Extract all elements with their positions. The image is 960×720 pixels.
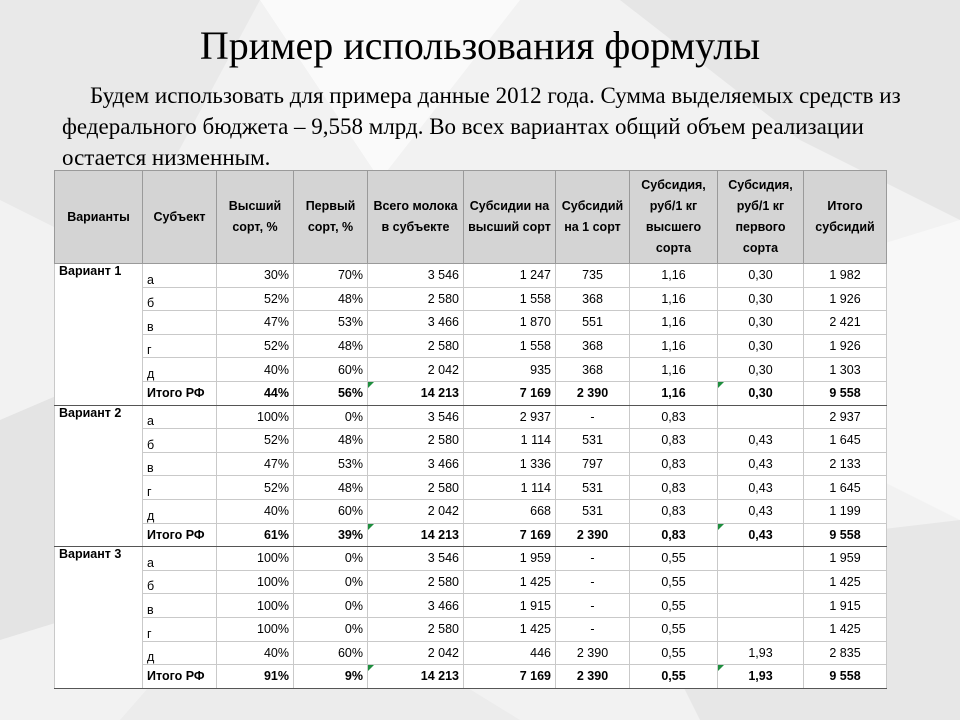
cell-total-milk: 3 546 xyxy=(368,547,464,571)
subsidy-table xyxy=(54,170,887,689)
cell-subsidy-first-grade: - xyxy=(556,547,630,571)
cell-rate-top-grade: 1,16 xyxy=(630,358,718,382)
cell-top-grade-share: 30% xyxy=(217,264,294,288)
total-total-subsidy: 9 558 xyxy=(804,523,887,547)
cell-subject: а xyxy=(143,405,217,429)
cell-rate-first-grade xyxy=(718,570,804,594)
cell-first-grade-share: 60% xyxy=(294,641,368,665)
cell-subsidy-first-grade: 368 xyxy=(556,287,630,311)
total-subsidy-first-grade: 2 390 xyxy=(556,665,630,689)
cell-total-milk: 2 580 xyxy=(368,570,464,594)
variant-label: Вариант 1 xyxy=(55,264,143,288)
cell-subsidy-first-grade: 531 xyxy=(556,476,630,500)
cell-rate-top-grade: 0,83 xyxy=(630,499,718,523)
cell-subject: б xyxy=(143,429,217,453)
cell-total-subsidy: 1 915 xyxy=(804,594,887,618)
cell-subsidy-top-grade: 1 425 xyxy=(464,570,556,594)
cell-top-grade-share: 40% xyxy=(217,641,294,665)
total-first-grade-share: 9% xyxy=(294,665,368,689)
cell-subsidy-first-grade: 735 xyxy=(556,264,630,288)
total-total-milk: 14 213 xyxy=(368,381,464,405)
cell-rate-first-grade: 0,43 xyxy=(718,429,804,453)
cell-subject: г xyxy=(143,476,217,500)
cell-rate-top-grade: 0,55 xyxy=(630,594,718,618)
variant-cell xyxy=(55,570,143,594)
total-first-grade-share: 39% xyxy=(294,523,368,547)
table-row xyxy=(55,405,887,429)
cell-rate-top-grade: 1,16 xyxy=(630,264,718,288)
cell-first-grade-share: 70% xyxy=(294,264,368,288)
cell-total-subsidy: 1 645 xyxy=(804,476,887,500)
variant-cell xyxy=(55,287,143,311)
cell-rate-first-grade xyxy=(718,594,804,618)
cell-rate-top-grade: 1,16 xyxy=(630,287,718,311)
table-row xyxy=(55,547,887,571)
table-row xyxy=(55,594,887,618)
cell-rate-first-grade: 0,30 xyxy=(718,264,804,288)
cell-subsidy-top-grade: 446 xyxy=(464,641,556,665)
total-row xyxy=(55,381,887,405)
cell-total-milk: 3 546 xyxy=(368,264,464,288)
cell-subsidy-top-grade: 1 114 xyxy=(464,476,556,500)
cell-rate-top-grade: 0,83 xyxy=(630,405,718,429)
cell-subsidy-top-grade: 1 915 xyxy=(464,594,556,618)
cell-subject: в xyxy=(143,452,217,476)
cell-subsidy-top-grade: 1 336 xyxy=(464,452,556,476)
table-row xyxy=(55,334,887,358)
cell-subsidy-top-grade: 1 425 xyxy=(464,617,556,641)
table-header-row xyxy=(55,171,887,264)
cell-subsidy-top-grade: 2 937 xyxy=(464,405,556,429)
cell-total-subsidy: 1 425 xyxy=(804,570,887,594)
variant-label: Вариант 3 xyxy=(55,547,143,571)
cell-first-grade-share: 0% xyxy=(294,405,368,429)
cell-rate-first-grade: 1,93 xyxy=(718,641,804,665)
cell-subject: д xyxy=(143,358,217,382)
cell-top-grade-share: 100% xyxy=(217,570,294,594)
cell-rate-first-grade: 0,30 xyxy=(718,334,804,358)
cell-top-grade-share: 100% xyxy=(217,594,294,618)
cell-first-grade-share: 0% xyxy=(294,570,368,594)
cell-subject: д xyxy=(143,641,217,665)
total-row xyxy=(55,523,887,547)
cell-subsidy-top-grade: 1 114 xyxy=(464,429,556,453)
cell-total-milk: 2 042 xyxy=(368,641,464,665)
cell-total-subsidy: 1 303 xyxy=(804,358,887,382)
cell-subject: д xyxy=(143,499,217,523)
total-subsidy-top-grade: 7 169 xyxy=(464,665,556,689)
total-first-grade-share: 56% xyxy=(294,381,368,405)
cell-top-grade-share: 100% xyxy=(217,617,294,641)
cell-total-milk: 3 466 xyxy=(368,311,464,335)
header-subsidy-top-grade: Субсидии на высший сорт xyxy=(464,171,556,264)
total-subject: Итого РФ xyxy=(143,665,217,689)
cell-rate-first-grade xyxy=(718,405,804,429)
total-subsidy-first-grade: 2 390 xyxy=(556,381,630,405)
total-subject: Итого РФ xyxy=(143,523,217,547)
cell-first-grade-share: 48% xyxy=(294,429,368,453)
cell-first-grade-share: 53% xyxy=(294,452,368,476)
variant-cell xyxy=(55,358,143,382)
cell-top-grade-share: 100% xyxy=(217,405,294,429)
variant-cell xyxy=(55,665,143,689)
cell-subject: а xyxy=(143,264,217,288)
variant-cell xyxy=(55,429,143,453)
total-rate-first-grade: 0,43 xyxy=(718,523,804,547)
cell-rate-top-grade: 0,55 xyxy=(630,570,718,594)
total-row xyxy=(55,665,887,689)
cell-top-grade-share: 47% xyxy=(217,311,294,335)
variant-cell xyxy=(55,334,143,358)
cell-first-grade-share: 0% xyxy=(294,547,368,571)
table-row xyxy=(55,358,887,382)
cell-subsidy-top-grade: 1 247 xyxy=(464,264,556,288)
variant-cell xyxy=(55,476,143,500)
slide-title: Пример использования формулы xyxy=(199,23,761,68)
cell-total-subsidy: 1 926 xyxy=(804,287,887,311)
header-subject: Субъект xyxy=(143,171,217,264)
cell-total-milk: 2 580 xyxy=(368,429,464,453)
cell-first-grade-share: 60% xyxy=(294,358,368,382)
cell-subject: в xyxy=(143,594,217,618)
header-total-milk: Всего молока в субъекте xyxy=(368,171,464,264)
cell-total-milk: 2 580 xyxy=(368,334,464,358)
total-rate-top-grade: 0,83 xyxy=(630,523,718,547)
cell-total-milk: 3 546 xyxy=(368,405,464,429)
total-rate-first-grade: 0,30 xyxy=(718,381,804,405)
cell-subject: а xyxy=(143,547,217,571)
cell-rate-top-grade: 1,16 xyxy=(630,334,718,358)
cell-subject: б xyxy=(143,287,217,311)
cell-subsidy-first-grade: - xyxy=(556,594,630,618)
cell-first-grade-share: 48% xyxy=(294,334,368,358)
total-subject: Итого РФ xyxy=(143,381,217,405)
total-rate-first-grade: 1,93 xyxy=(718,665,804,689)
cell-rate-top-grade: 0,83 xyxy=(630,476,718,500)
variant-cell xyxy=(55,523,143,547)
variant-cell xyxy=(55,641,143,665)
cell-top-grade-share: 40% xyxy=(217,358,294,382)
table-row xyxy=(55,429,887,453)
cell-subsidy-first-grade: - xyxy=(556,617,630,641)
cell-first-grade-share: 48% xyxy=(294,287,368,311)
table-row xyxy=(55,476,887,500)
table-row xyxy=(55,570,887,594)
cell-subsidy-first-grade: 531 xyxy=(556,499,630,523)
variant-label: Вариант 2 xyxy=(55,405,143,429)
cell-total-milk: 3 466 xyxy=(368,594,464,618)
cell-total-subsidy: 1 959 xyxy=(804,547,887,571)
cell-first-grade-share: 0% xyxy=(294,617,368,641)
cell-subsidy-top-grade: 1 558 xyxy=(464,287,556,311)
cell-subsidy-top-grade: 668 xyxy=(464,499,556,523)
cell-first-grade-share: 53% xyxy=(294,311,368,335)
cell-total-subsidy: 1 199 xyxy=(804,499,887,523)
header-first-grade-share: Первый сорт, % xyxy=(294,171,368,264)
cell-first-grade-share: 60% xyxy=(294,499,368,523)
total-subsidy-first-grade: 2 390 xyxy=(556,523,630,547)
cell-rate-first-grade xyxy=(718,547,804,571)
cell-subsidy-top-grade: 935 xyxy=(464,358,556,382)
variant-cell xyxy=(55,381,143,405)
cell-rate-top-grade: 1,16 xyxy=(630,311,718,335)
header-rate-first-grade: Субсидия, руб/1 кг первого сорта xyxy=(718,171,804,264)
cell-top-grade-share: 52% xyxy=(217,334,294,358)
total-total-subsidy: 9 558 xyxy=(804,665,887,689)
cell-total-milk: 2 042 xyxy=(368,358,464,382)
table-row xyxy=(55,452,887,476)
cell-total-milk: 2 580 xyxy=(368,617,464,641)
total-total-milk: 14 213 xyxy=(368,523,464,547)
cell-rate-first-grade: 0,43 xyxy=(718,476,804,500)
total-rate-top-grade: 1,16 xyxy=(630,381,718,405)
cell-subsidy-first-grade: 797 xyxy=(556,452,630,476)
cell-subject: б xyxy=(143,570,217,594)
cell-total-subsidy: 2 133 xyxy=(804,452,887,476)
cell-total-subsidy: 1 645 xyxy=(804,429,887,453)
header-rate-top-grade: Субсидия, руб/1 кг высшего сорта xyxy=(630,171,718,264)
cell-rate-first-grade: 0,43 xyxy=(718,499,804,523)
cell-total-subsidy: 1 425 xyxy=(804,617,887,641)
cell-subsidy-first-grade: 531 xyxy=(556,429,630,453)
cell-subsidy-first-grade: 368 xyxy=(556,358,630,382)
table-row xyxy=(55,264,887,288)
cell-total-subsidy: 2 421 xyxy=(804,311,887,335)
cell-total-subsidy: 2 937 xyxy=(804,405,887,429)
cell-subsidy-top-grade: 1 870 xyxy=(464,311,556,335)
cell-rate-first-grade: 0,30 xyxy=(718,311,804,335)
cell-subsidy-top-grade: 1 558 xyxy=(464,334,556,358)
cell-first-grade-share: 0% xyxy=(294,594,368,618)
total-top-grade-share: 44% xyxy=(217,381,294,405)
cell-top-grade-share: 40% xyxy=(217,499,294,523)
cell-subsidy-first-grade: - xyxy=(556,570,630,594)
cell-total-subsidy: 2 835 xyxy=(804,641,887,665)
table-row xyxy=(55,499,887,523)
variant-cell xyxy=(55,617,143,641)
variant-cell xyxy=(55,452,143,476)
cell-rate-top-grade: 0,55 xyxy=(630,547,718,571)
cell-rate-top-grade: 0,55 xyxy=(630,641,718,665)
table-row xyxy=(55,287,887,311)
cell-subsidy-first-grade: - xyxy=(556,405,630,429)
total-rate-top-grade: 0,55 xyxy=(630,665,718,689)
cell-subject: г xyxy=(143,617,217,641)
intro-paragraph: Будем использовать для примера данные 2012 года. Сумма выделяемых средств из федерального бюджета – 9,558 млрд. Во всех вариантах общий объем реализации остается низменным. xyxy=(62,83,901,170)
cell-rate-first-grade: 0,30 xyxy=(718,287,804,311)
total-subsidy-top-grade: 7 169 xyxy=(464,523,556,547)
total-subsidy-top-grade: 7 169 xyxy=(464,381,556,405)
cell-total-subsidy: 1 982 xyxy=(804,264,887,288)
cell-rate-first-grade: 0,30 xyxy=(718,358,804,382)
header-total-subsidy: Итого субсидий xyxy=(804,171,887,264)
cell-total-milk: 3 466 xyxy=(368,452,464,476)
cell-total-subsidy: 1 926 xyxy=(804,334,887,358)
cell-rate-top-grade: 0,83 xyxy=(630,429,718,453)
table-row xyxy=(55,617,887,641)
cell-first-grade-share: 48% xyxy=(294,476,368,500)
header-top-grade-share: Высший сорт, % xyxy=(217,171,294,264)
cell-top-grade-share: 47% xyxy=(217,452,294,476)
header-subsidy-first-grade: Субсидий на 1 сорт xyxy=(556,171,630,264)
cell-total-milk: 2 042 xyxy=(368,499,464,523)
total-total-milk: 14 213 xyxy=(368,665,464,689)
cell-rate-first-grade xyxy=(718,617,804,641)
cell-subject: в xyxy=(143,311,217,335)
variant-cell xyxy=(55,499,143,523)
cell-subsidy-first-grade: 2 390 xyxy=(556,641,630,665)
cell-rate-top-grade: 0,83 xyxy=(630,452,718,476)
header-variants: Варианты xyxy=(55,171,143,264)
cell-top-grade-share: 52% xyxy=(217,429,294,453)
table-row xyxy=(55,641,887,665)
cell-top-grade-share: 52% xyxy=(217,287,294,311)
cell-top-grade-share: 100% xyxy=(217,547,294,571)
cell-subject: г xyxy=(143,334,217,358)
cell-subsidy-top-grade: 1 959 xyxy=(464,547,556,571)
variant-cell xyxy=(55,594,143,618)
cell-subsidy-first-grade: 368 xyxy=(556,334,630,358)
table-row xyxy=(55,311,887,335)
total-total-subsidy: 9 558 xyxy=(804,381,887,405)
cell-subsidy-first-grade: 551 xyxy=(556,311,630,335)
table-body xyxy=(55,264,887,689)
cell-total-milk: 2 580 xyxy=(368,476,464,500)
total-top-grade-share: 91% xyxy=(217,665,294,689)
cell-total-milk: 2 580 xyxy=(368,287,464,311)
cell-top-grade-share: 52% xyxy=(217,476,294,500)
variant-cell xyxy=(55,311,143,335)
total-top-grade-share: 61% xyxy=(217,523,294,547)
cell-rate-top-grade: 0,55 xyxy=(630,617,718,641)
cell-rate-first-grade: 0,43 xyxy=(718,452,804,476)
